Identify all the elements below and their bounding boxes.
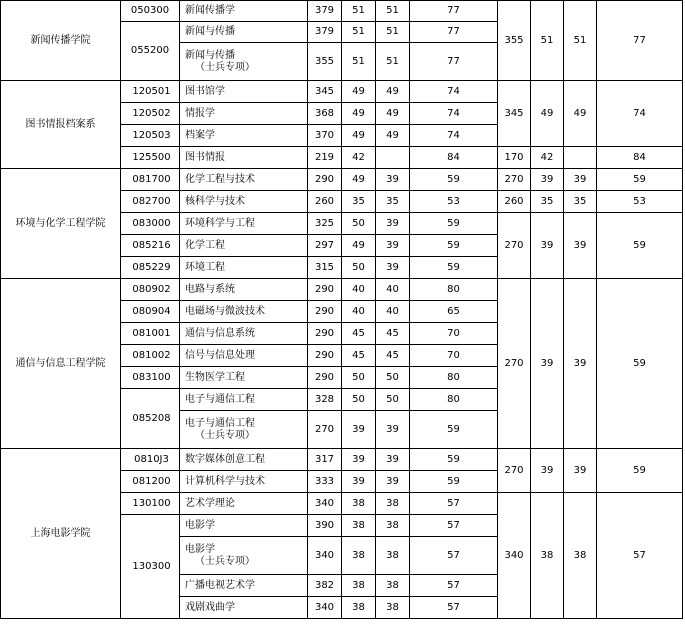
politics-cell: 49 [342,103,376,125]
major-cell: 新闻与传播 [180,22,308,43]
english-cell: 50 [376,367,410,389]
politics-cell: 49 [342,125,376,147]
code-cell: 125500 [121,147,180,169]
total-cell: 368 [308,103,342,125]
college-cell: 图书情报档案系 [1,81,121,169]
professional-cell: 74 [410,81,498,103]
professional-cell: 59 [410,411,498,449]
english-cell: 35 [376,191,410,213]
english-cell: 40 [376,279,410,301]
major-line: 电子与通信工程 [185,417,255,429]
professional-cell: 74 [410,103,498,125]
cat-professional-cell: 57 [597,493,683,619]
professional-cell: 59 [410,213,498,235]
major-cell: 艺术学理论 [180,493,308,515]
major-note: （士兵专项） [195,61,255,73]
cat-total-cell: 340 [498,493,531,619]
english-cell: 39 [376,449,410,471]
politics-cell: 49 [342,169,376,191]
major-cell: 广播电视艺术学 [180,575,308,597]
cat-english-cell: 39 [564,213,597,279]
english-cell: 51 [376,43,410,81]
cat-english-cell: 51 [564,1,597,81]
cat-professional-cell: 59 [597,449,683,493]
major-cell: 环境工程 [180,257,308,279]
professional-cell: 84 [410,147,498,169]
professional-cell: 77 [410,43,498,81]
politics-cell: 35 [342,191,376,213]
politics-cell: 51 [342,43,376,81]
total-cell: 219 [308,147,342,169]
code-cell: 083000 [121,213,180,235]
total-cell: 290 [308,279,342,301]
code-cell: 081001 [121,323,180,345]
total-cell: 297 [308,235,342,257]
professional-cell: 70 [410,323,498,345]
cat-english-cell: 49 [564,81,597,147]
cat-english-cell: 38 [564,493,597,619]
total-cell: 345 [308,81,342,103]
code-cell: 085208 [121,389,180,449]
politics-cell: 49 [342,81,376,103]
total-cell: 290 [308,301,342,323]
cat-total-cell: 270 [498,213,531,279]
english-cell: 51 [376,22,410,43]
professional-cell: 77 [410,22,498,43]
cat-english-cell: 39 [564,169,597,191]
english-cell: 38 [376,597,410,619]
cat-politics-cell: 51 [531,1,564,81]
professional-cell: 57 [410,515,498,537]
politics-cell: 49 [342,235,376,257]
professional-cell: 59 [410,449,498,471]
politics-cell: 39 [342,411,376,449]
total-cell: 317 [308,449,342,471]
politics-cell: 42 [342,147,376,169]
cat-politics-cell: 39 [531,449,564,493]
cat-total-cell: 270 [498,449,531,493]
major-note: （士兵专项） [195,429,255,441]
major-cell: 档案学 [180,125,308,147]
code-cell: 050300 [121,1,180,22]
code-cell: 083100 [121,367,180,389]
major-cell: 电路与系统 [180,279,308,301]
professional-cell: 74 [410,125,498,147]
major-cell: 情报学 [180,103,308,125]
major-cell: 信号与信息处理 [180,345,308,367]
cat-professional-cell: 84 [597,147,683,169]
english-cell [376,147,410,169]
english-cell: 38 [376,575,410,597]
cat-english-cell: 35 [564,191,597,213]
professional-cell: 57 [410,537,498,575]
professional-cell: 70 [410,345,498,367]
professional-cell: 57 [410,597,498,619]
code-cell: 120502 [121,103,180,125]
professional-cell: 80 [410,279,498,301]
total-cell: 260 [308,191,342,213]
politics-cell: 40 [342,279,376,301]
cat-politics-cell: 38 [531,493,564,619]
table-row [1,279,683,301]
cat-english-cell [564,147,597,169]
code-cell: 0810J3 [121,449,180,471]
major-cell [180,537,308,575]
major-cell: 数字媒体创意工程 [180,449,308,471]
major-cell: 化学工程与技术 [180,169,308,191]
cat-professional-cell: 59 [597,279,683,449]
professional-cell: 53 [410,191,498,213]
table-row [1,449,683,471]
code-cell: 130100 [121,493,180,515]
table-row [1,169,683,191]
cat-professional-cell: 53 [597,191,683,213]
major-line: 电影学 [185,543,215,555]
table-row [1,81,683,103]
major-cell: 电影学 [180,515,308,537]
english-cell: 50 [376,389,410,411]
politics-cell: 51 [342,1,376,22]
major-cell: 化学工程 [180,235,308,257]
english-cell: 38 [376,493,410,515]
politics-cell: 38 [342,537,376,575]
cat-total-cell: 345 [498,81,531,147]
professional-cell: 59 [410,471,498,493]
cat-total-cell: 270 [498,279,531,449]
english-cell: 38 [376,515,410,537]
politics-cell: 50 [342,389,376,411]
code-cell: 085229 [121,257,180,279]
major-cell [180,43,308,81]
professional-cell: 59 [410,257,498,279]
english-cell: 39 [376,235,410,257]
cat-total-cell: 270 [498,169,531,191]
politics-cell: 51 [342,22,376,43]
politics-cell: 50 [342,213,376,235]
major-cell [180,411,308,449]
politics-cell: 38 [342,575,376,597]
total-cell: 340 [308,537,342,575]
total-cell: 315 [308,257,342,279]
total-cell: 379 [308,1,342,22]
english-cell: 45 [376,323,410,345]
english-cell: 45 [376,345,410,367]
major-cell: 核科学与技术 [180,191,308,213]
english-cell: 51 [376,1,410,22]
politics-cell: 45 [342,345,376,367]
politics-cell: 50 [342,367,376,389]
total-cell: 328 [308,389,342,411]
major-cell: 图书情报 [180,147,308,169]
major-cell: 新闻传播学 [180,1,308,22]
code-cell: 081002 [121,345,180,367]
professional-cell: 57 [410,493,498,515]
english-cell: 49 [376,81,410,103]
english-cell: 39 [376,257,410,279]
politics-cell: 50 [342,257,376,279]
total-cell: 382 [308,575,342,597]
major-cell: 计算机科学与技术 [180,471,308,493]
cat-total-cell: 170 [498,147,531,169]
college-cell: 新闻传播学院 [1,1,121,81]
total-cell: 370 [308,125,342,147]
total-cell: 379 [308,22,342,43]
cat-politics-cell: 39 [531,169,564,191]
major-cell: 通信与信息系统 [180,323,308,345]
total-cell: 290 [308,169,342,191]
code-cell: 082700 [121,191,180,213]
code-cell: 055200 [121,22,180,81]
cat-professional-cell: 59 [597,213,683,279]
professional-cell: 59 [410,235,498,257]
college-cell: 通信与信息工程学院 [1,279,121,449]
total-cell: 340 [308,597,342,619]
cat-english-cell: 39 [564,449,597,493]
major-cell: 图书馆学 [180,81,308,103]
english-cell: 49 [376,103,410,125]
total-cell: 340 [308,493,342,515]
politics-cell: 45 [342,323,376,345]
major-cell: 生物医学工程 [180,367,308,389]
english-cell: 39 [376,213,410,235]
college-cell: 上海电影学院 [1,449,121,619]
total-cell: 333 [308,471,342,493]
professional-cell: 77 [410,1,498,22]
total-cell: 290 [308,345,342,367]
total-cell: 290 [308,323,342,345]
code-cell: 080902 [121,279,180,301]
code-cell: 130300 [121,515,180,619]
politics-cell: 38 [342,493,376,515]
professional-cell: 80 [410,367,498,389]
politics-cell: 38 [342,515,376,537]
total-cell: 270 [308,411,342,449]
table-row [1,1,683,22]
cat-professional-cell: 74 [597,81,683,147]
politics-cell: 39 [342,471,376,493]
english-cell: 40 [376,301,410,323]
cat-politics-cell: 39 [531,213,564,279]
major-cell: 电磁场与微波技术 [180,301,308,323]
english-cell: 39 [376,411,410,449]
code-cell: 081200 [121,471,180,493]
professional-cell: 80 [410,389,498,411]
cat-total-cell: 355 [498,1,531,81]
cat-english-cell: 39 [564,279,597,449]
politics-cell: 39 [342,449,376,471]
major-cell: 电子与通信工程 [180,389,308,411]
english-cell: 39 [376,169,410,191]
total-cell: 290 [308,367,342,389]
cat-total-cell: 260 [498,191,531,213]
politics-cell: 40 [342,301,376,323]
total-cell: 390 [308,515,342,537]
cat-politics-cell: 35 [531,191,564,213]
code-cell: 080904 [121,301,180,323]
cat-professional-cell: 59 [597,169,683,191]
politics-cell: 38 [342,597,376,619]
cat-politics-cell: 49 [531,81,564,147]
english-cell: 39 [376,471,410,493]
major-cell: 环境科学与工程 [180,213,308,235]
professional-cell: 57 [410,575,498,597]
cat-politics-cell: 42 [531,147,564,169]
cat-politics-cell: 39 [531,279,564,449]
english-cell: 49 [376,125,410,147]
total-cell: 355 [308,43,342,81]
major-note: （士兵专项） [195,555,255,567]
code-cell: 081700 [121,169,180,191]
cat-professional-cell: 77 [597,1,683,81]
code-cell: 120501 [121,81,180,103]
total-cell: 325 [308,213,342,235]
professional-cell: 65 [410,301,498,323]
english-cell: 38 [376,537,410,575]
code-cell: 085216 [121,235,180,257]
college-cell: 环境与化学工程学院 [1,169,121,279]
major-cell: 戏剧戏曲学 [180,597,308,619]
code-cell: 120503 [121,125,180,147]
major-line: 新闻与传播 [185,49,235,61]
professional-cell: 59 [410,169,498,191]
